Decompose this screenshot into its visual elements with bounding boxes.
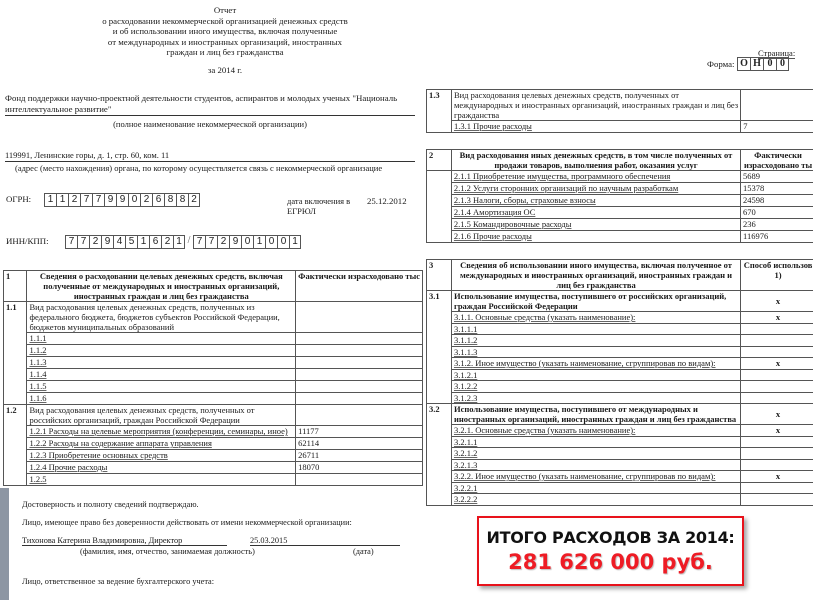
title-line: о расходовании некоммерческой организацией денежных средств [102, 15, 348, 26]
method-cell [741, 448, 813, 460]
row-label: 3.2.1.3 [451, 459, 740, 471]
digit-box: 1 [56, 193, 68, 207]
digit-box: 7 [80, 193, 92, 207]
table-row [427, 171, 813, 183]
row-label: 3.2.1.1 [451, 436, 740, 448]
digit-box: 7 [77, 235, 89, 249]
table-header-row [427, 260, 813, 291]
row-label: 3.1.2.3 [451, 392, 740, 404]
amount-cell: 7 [741, 121, 813, 133]
method-cell [741, 323, 813, 335]
subsection-text: Вид расходования целевых денежных средств, полученных из федерального бюджета, бюджетов субъектов Российской Федерации, бюджетов муниципальных образований [27, 302, 296, 333]
method-cell: x [741, 404, 813, 425]
digit-box: 1 [137, 235, 149, 249]
row-label: 3.1.1.1 [451, 323, 740, 335]
method-cell: x [741, 425, 813, 437]
row-label: 3.2.2.2 [451, 494, 740, 506]
section-header: Сведения о расходовании целевых денежных средств, включая полученные от международных и иностранных организаций, иностранных граждан и лиц без гражданства [27, 271, 296, 302]
total-title: ИТОГО РАСХОДОВ ЗА 2014: [486, 528, 735, 547]
row-label: 3.2.2.1 [451, 482, 740, 494]
egrul-label [287, 196, 350, 216]
org-name-caption: (полное наименование некоммерческой организации) [113, 119, 307, 129]
amount-cell: 236 [741, 219, 813, 231]
title-line: граждан и лиц без гражданства [166, 47, 284, 57]
row-label: 1.2.5 [27, 474, 296, 486]
digit-box: Н [750, 57, 763, 71]
method-cell [741, 369, 813, 381]
digit-box: 2 [217, 235, 229, 249]
total-value: 281 626 000 руб. [508, 550, 713, 574]
kpp-separator: / [187, 235, 191, 246]
method-cell [741, 335, 813, 347]
subsection-text: Вид расходования целевых денежных средств, полученных от международных и иностранных организаций, иностранных граждан и лиц без гражданства [451, 90, 740, 121]
table-row [4, 369, 423, 381]
method-cell: x [741, 358, 813, 370]
row-label: 1.2.1 Расходы на целевые мероприятия (конференции, семинары, иное) [27, 426, 296, 438]
section3-table [426, 259, 813, 506]
row-label: 1.1.1 [27, 333, 296, 345]
inn-digit-boxes [65, 235, 185, 249]
organization-address: 119991, Ленинские горы, д. 1, стр. 60, ком. 11 [5, 150, 415, 162]
org-name-line: интеллектуальное развитие" [5, 103, 112, 114]
table-row [427, 436, 813, 448]
method-cell: x [741, 471, 813, 483]
amount-header: Фактически израсходовано тыс [296, 271, 423, 302]
digit-box: 7 [205, 235, 217, 249]
subsection-row [427, 404, 813, 425]
amount-cell: 62114 [296, 438, 423, 450]
table-row [4, 381, 423, 393]
table-row [427, 231, 813, 243]
inn-kpp-boxes [65, 235, 301, 249]
method-cell [741, 482, 813, 494]
section-number: 1 [4, 271, 27, 302]
amount-cell [741, 90, 813, 121]
org-name-line: Фонд поддержки научно-проектной деятельности студентов, аспирантов и молодых ученых "Националь [5, 93, 398, 103]
method-cell: x [741, 312, 813, 324]
digit-box: 6 [149, 235, 161, 249]
row-label: 2.1.5 Командировочные расходы [451, 219, 740, 231]
subsection-text: Вид расходования целевых денежных средств, полученных от российских организаций, граждан Российской Федерации [27, 405, 296, 426]
digit-box: 2 [161, 235, 173, 249]
amount-cell [296, 345, 423, 357]
amount-cell [296, 369, 423, 381]
section-number: 3 [427, 260, 452, 291]
table-row [427, 459, 813, 471]
subsection-number: 1.1 [4, 302, 27, 405]
amount-cell [296, 405, 423, 426]
amount-cell: 11177 [296, 426, 423, 438]
row-label: 1.2.3 Приобретение основных средств [27, 450, 296, 462]
digit-box: 2 [89, 235, 101, 249]
subsection-text: Использование имущества, поступившего от российских организаций, граждан Российской Федерации [451, 291, 740, 312]
amount-header: Фактически израсходовано ты [741, 150, 813, 171]
subsection-number: 3.1 [427, 291, 452, 404]
row-label: 1.3.1 Прочие расходы [451, 121, 740, 133]
table-row [427, 494, 813, 506]
digit-box: 0 [776, 57, 789, 71]
row-label: 3.1.2. Иное имущество (указать наименование, сгруппировав по видам): [451, 358, 740, 370]
accountant-label: Лицо, ответственное за ведение бухгалтерского учета: [22, 577, 215, 586]
organization-name [5, 93, 415, 116]
row-label: 2.1.3 Налоги, сборы, страховые взносы [451, 195, 740, 207]
amount-cell [296, 357, 423, 369]
page-label: Страница: [758, 48, 796, 58]
digit-box: 2 [188, 193, 200, 207]
table-row [427, 392, 813, 404]
digit-box: 1 [253, 235, 265, 249]
row-label: 3.1.2.2 [451, 381, 740, 393]
amount-cell: 18070 [296, 462, 423, 474]
table-row [4, 426, 423, 438]
section13-table [426, 89, 813, 133]
digit-box: 6 [152, 193, 164, 207]
digit-box: 9 [101, 235, 113, 249]
authorized-person-name: Тихонова Катерина Владимировна, Директор [22, 536, 227, 546]
subsection-number: 1.2 [4, 405, 27, 486]
egrul-label-line: дата включения в [287, 196, 351, 206]
table-row [427, 358, 813, 370]
subsection-text: Использование имущества, поступившего от международных и иностранных организаций, иностранных граждан и лиц без гражданства [451, 404, 740, 425]
form-code-boxes [737, 57, 789, 71]
section-header: Сведения об использовании иного имущества, включая полученное от международных и иностранных организаций, иностранных граждан и лиц без гражданства [451, 260, 740, 291]
amount-cell [296, 302, 423, 333]
digit-box: 5 [125, 235, 137, 249]
total-expenses-callout [477, 516, 744, 586]
table-row [427, 369, 813, 381]
table-row [427, 312, 813, 324]
egrul-label-line: ЕГРЮЛ [287, 206, 316, 216]
digit-box: 1 [289, 235, 301, 249]
amount-cell: 670 [741, 207, 813, 219]
digit-box: 9 [104, 193, 116, 207]
digit-box: 8 [176, 193, 188, 207]
subsection-row [427, 90, 813, 121]
digit-box: 9 [229, 235, 241, 249]
row-label: 1.1.5 [27, 381, 296, 393]
digit-box: 2 [68, 193, 80, 207]
row-label: 2.1.6 Прочие расходы [451, 231, 740, 243]
left-edge-strip [0, 488, 9, 600]
row-label: 3.1.1. Основные средства (указать наименование): [451, 312, 740, 324]
digit-box: 0 [241, 235, 253, 249]
amount-cell [296, 333, 423, 345]
table-row [427, 183, 813, 195]
digit-box: 0 [763, 57, 776, 71]
digit-box: 2 [140, 193, 152, 207]
amount-cell: 24598 [741, 195, 813, 207]
row-label: 2.1.4 Амортизация ОС [451, 207, 740, 219]
signature-date: 25.03.2015 [250, 536, 400, 546]
digit-box: 0 [128, 193, 140, 207]
inn-kpp-label: ИНН/КПП: [6, 236, 49, 246]
table-row [4, 474, 423, 486]
method-cell [741, 459, 813, 471]
method-cell [741, 494, 813, 506]
digit-box: 1 [44, 193, 56, 207]
digit-box: 7 [193, 235, 205, 249]
table-row [427, 207, 813, 219]
amount-cell: 116976 [741, 231, 813, 243]
amount-cell [296, 474, 423, 486]
table-row [427, 448, 813, 460]
row-label: 1.1.4 [27, 369, 296, 381]
digit-box: 9 [116, 193, 128, 207]
table-row [427, 195, 813, 207]
report-title [60, 5, 390, 58]
table-row [4, 345, 423, 357]
row-label: 1.2.4 Прочие расходы [27, 462, 296, 474]
date-caption: (дата) [353, 547, 374, 556]
amount-cell: 26711 [296, 450, 423, 462]
table-row [427, 346, 813, 358]
ogrn-label: ОГРН: [6, 194, 32, 204]
empty-number-cell [427, 171, 452, 243]
section-number: 2 [427, 150, 452, 171]
row-label: 2.1.2 Услуги сторонних организаций по научным разработкам [451, 183, 740, 195]
row-label: 3.1.1.2 [451, 335, 740, 347]
table-row [427, 381, 813, 393]
table-header-row [427, 150, 813, 171]
form-label: Форма: [707, 59, 735, 69]
subsection-number: 1.3 [427, 90, 452, 133]
amount-cell: 5689 [741, 171, 813, 183]
digit-box: О [737, 57, 750, 71]
table-row [427, 335, 813, 347]
digit-box: 7 [92, 193, 104, 207]
row-label: 3.2.2. Иное имущество (указать наименование, сгруппировав по видам): [451, 471, 740, 483]
table-row [4, 462, 423, 474]
section-header: Вид расходования иных денежных средств, в том числе полученных от продажи товаров, выполнения работ, оказания услуг [451, 150, 740, 171]
subsection-number: 3.2 [427, 404, 452, 506]
amount-cell: 15378 [741, 183, 813, 195]
row-label: 1.1.2 [27, 345, 296, 357]
table-row [4, 450, 423, 462]
table-row [427, 471, 813, 483]
row-label: 2.1.1 Приобретение имущества, программного обеспечения [451, 171, 740, 183]
method-cell [741, 346, 813, 358]
title-line: от международных и иностранных организаций, иностранных [107, 36, 343, 47]
digit-box: 0 [277, 235, 289, 249]
table-row [427, 219, 813, 231]
subsection-row [4, 302, 423, 333]
table-row [427, 323, 813, 335]
row-label: 3.1.2.1 [451, 369, 740, 381]
amount-cell [296, 381, 423, 393]
table-row [427, 121, 813, 133]
table-row [427, 482, 813, 494]
method-cell [741, 436, 813, 448]
authorized-person-label: Лицо, имеющее право без доверенности действовать от имени некоммерческой организации: [22, 518, 352, 527]
digit-box: 1 [173, 235, 185, 249]
name-caption: (фамилия, имя, отчество, занимаемая должность) [80, 547, 255, 556]
digit-box: 0 [265, 235, 277, 249]
table-row [4, 438, 423, 450]
report-year: за 2014 г. [207, 65, 243, 75]
digit-box: 7 [65, 235, 77, 249]
subsection-row [4, 405, 423, 426]
amount-cell [296, 393, 423, 405]
kpp-digit-boxes [193, 235, 301, 249]
section1-table [3, 270, 423, 486]
ogrn-digit-boxes [44, 193, 200, 207]
table-row [4, 357, 423, 369]
title-line: и об использовании иного имущества, включая полученные [112, 26, 338, 36]
row-label: 3.1.1.3 [451, 346, 740, 358]
row-label: 1.1.6 [27, 393, 296, 405]
method-cell: x [741, 291, 813, 312]
egrul-date: 25.12.2012 [367, 196, 407, 206]
row-label: 1.2.2 Расходы на содержание аппарата управления [27, 438, 296, 450]
method-header: Способ использов 1) [741, 260, 813, 291]
table-row [4, 333, 423, 345]
method-cell [741, 392, 813, 404]
address-caption: (адрес (место нахождения) органа, по которому осуществляется связь с некоммерческой организацие [15, 163, 383, 173]
confirmation-text: Достоверность и полноту сведений подтверждаю. [22, 500, 199, 509]
table-row [427, 425, 813, 437]
table-row [4, 393, 423, 405]
table-header-row [4, 271, 423, 302]
section2-table [426, 149, 813, 243]
method-cell [741, 381, 813, 393]
subsection-row [427, 291, 813, 312]
digit-box: 8 [164, 193, 176, 207]
row-label: 1.1.3 [27, 357, 296, 369]
row-label: 3.2.1.2 [451, 448, 740, 460]
digit-box: 4 [113, 235, 125, 249]
title-line: Отчет [213, 5, 237, 15]
row-label: 3.2.1. Основные средства (указать наименование): [451, 425, 740, 437]
